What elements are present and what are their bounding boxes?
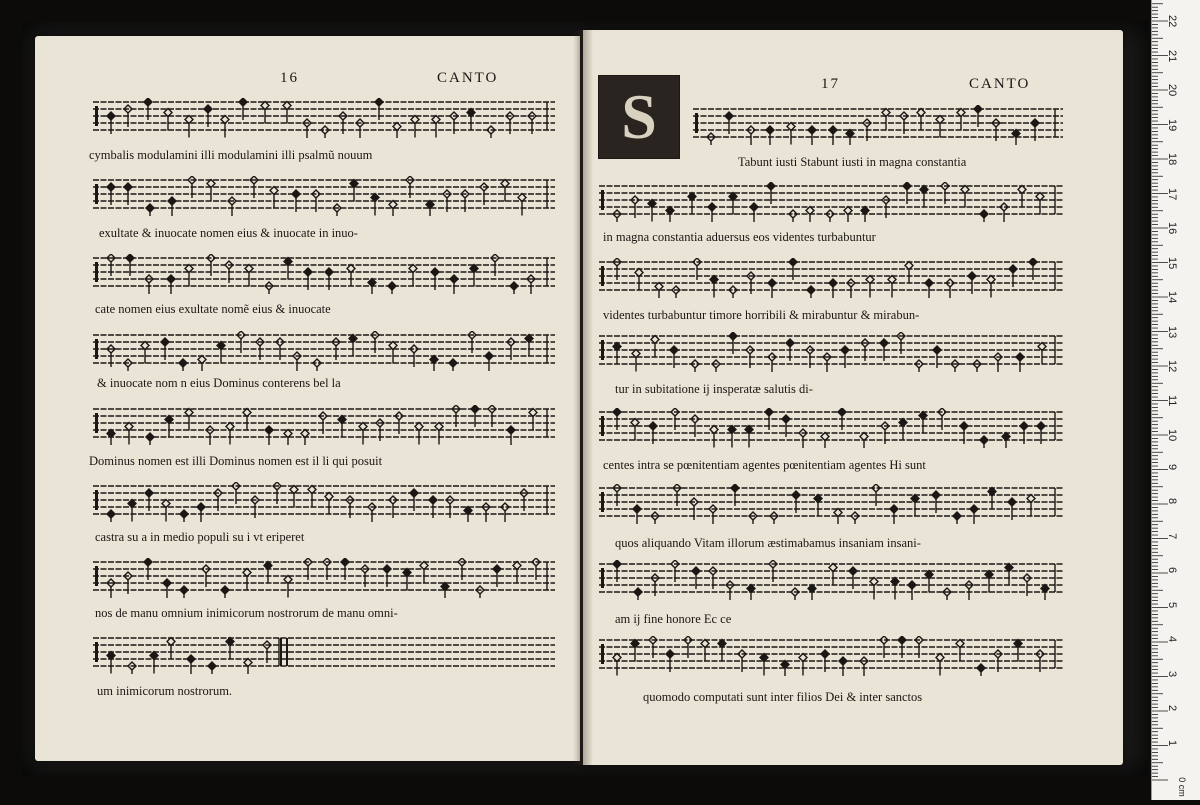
lyric-line: Dominus nomen est illi Dominus nomen est il li qui posuit — [89, 454, 383, 468]
lyric-line: cymbalis modulamini illi modulamini illi psalmũ nouum — [89, 148, 373, 162]
ruler-number: 1 — [1166, 739, 1178, 746]
ruler-number: 20 — [1166, 84, 1178, 97]
lyric-line: exultate & inuocate nomen eius & inuocate in inuo- — [99, 226, 358, 240]
ruler-number: 15 — [1166, 256, 1178, 269]
lyric-line: castra su a in medio populi su i vt eriperet — [95, 530, 305, 544]
lyric-line: centes intra se pœnitentiam agentes pœnitentiam agentes Hi sunt — [603, 458, 926, 472]
ruler-number: 14 — [1166, 291, 1178, 304]
music-staff — [599, 258, 1063, 292]
ruler-number: 18 — [1166, 153, 1178, 166]
music-staff — [93, 482, 555, 516]
ruler-number: 22 — [1166, 15, 1178, 28]
ruler-number: 11 — [1166, 394, 1178, 406]
music-staff — [599, 332, 1063, 366]
lyric-line: quomodo computati sunt inter filios Dei & inter sanctos — [643, 690, 923, 704]
measurement-ruler — [1151, 0, 1200, 800]
ruler-number: 16 — [1166, 222, 1178, 235]
music-staff — [599, 560, 1063, 594]
lyric-line: videntes turbabuntur timore horribili & mirabuntur & mirabun- — [603, 308, 920, 322]
decorated-initial — [598, 75, 680, 159]
ruler-number: 13 — [1166, 325, 1178, 338]
music-staff — [693, 105, 1063, 139]
music-staff — [93, 254, 555, 288]
music-staff — [93, 176, 555, 210]
music-staff — [599, 408, 1063, 442]
ruler-number: 17 — [1166, 187, 1178, 200]
right-page — [583, 30, 1123, 765]
music-staff — [599, 182, 1063, 216]
ruler-number: 9 — [1166, 463, 1178, 470]
lyric-line: & inuocate nom n eius Dominus conterens bel la — [97, 376, 341, 390]
music-staff — [599, 636, 1063, 670]
ruler-number: 21 — [1166, 49, 1178, 62]
music-staff — [93, 558, 555, 592]
ruler-number: 7 — [1166, 532, 1178, 539]
initial-letter: S — [621, 81, 657, 152]
lyric-line: am ij fine honore Ec ce — [615, 612, 732, 626]
ruler-number: 6 — [1166, 567, 1178, 574]
ruler-number: 10 — [1166, 429, 1178, 442]
lyric-line: um inimicorum nostrorum. — [97, 684, 233, 698]
lyric-line: nos de manu omnium inimicorum nostrorum de manu omni- — [95, 606, 398, 620]
lyric-line: quos aliquando Vitam illorum æstimabamus insaniam insani- — [615, 536, 921, 550]
lyric-line: tur in subitatione ij insperatæ salutis di- — [615, 382, 813, 396]
ruler-number: 4 — [1166, 636, 1178, 643]
ruler-unit-label: 0 cm — [1176, 777, 1187, 797]
lyric-line: Tabunt iusti Stabunt iusti in magna constantia — [738, 155, 967, 169]
ruler-number: 2 — [1166, 705, 1178, 712]
ruler-number: 5 — [1166, 601, 1178, 608]
ruler-number: 19 — [1166, 118, 1178, 131]
music-staff — [93, 405, 555, 439]
right-page-header: CANTO — [969, 76, 1031, 92]
right-page-number: 17 — [821, 76, 840, 92]
music-staff — [599, 484, 1063, 518]
ruler-number: 8 — [1166, 498, 1178, 505]
left-page-number: 16 — [280, 70, 299, 86]
lyric-line: in magna constantia aduersus eos videntes turbabuntur — [603, 230, 876, 244]
music-staff — [93, 98, 555, 132]
left-page-header: CANTO — [437, 70, 499, 86]
ruler-number: 3 — [1166, 670, 1178, 677]
left-page — [35, 36, 580, 761]
music-staff — [93, 634, 555, 668]
music-staff — [93, 331, 555, 365]
ruler-number: 12 — [1166, 360, 1178, 373]
lyric-line: cate nomen eius exultate nomẽ eius & inuocate — [95, 302, 331, 316]
